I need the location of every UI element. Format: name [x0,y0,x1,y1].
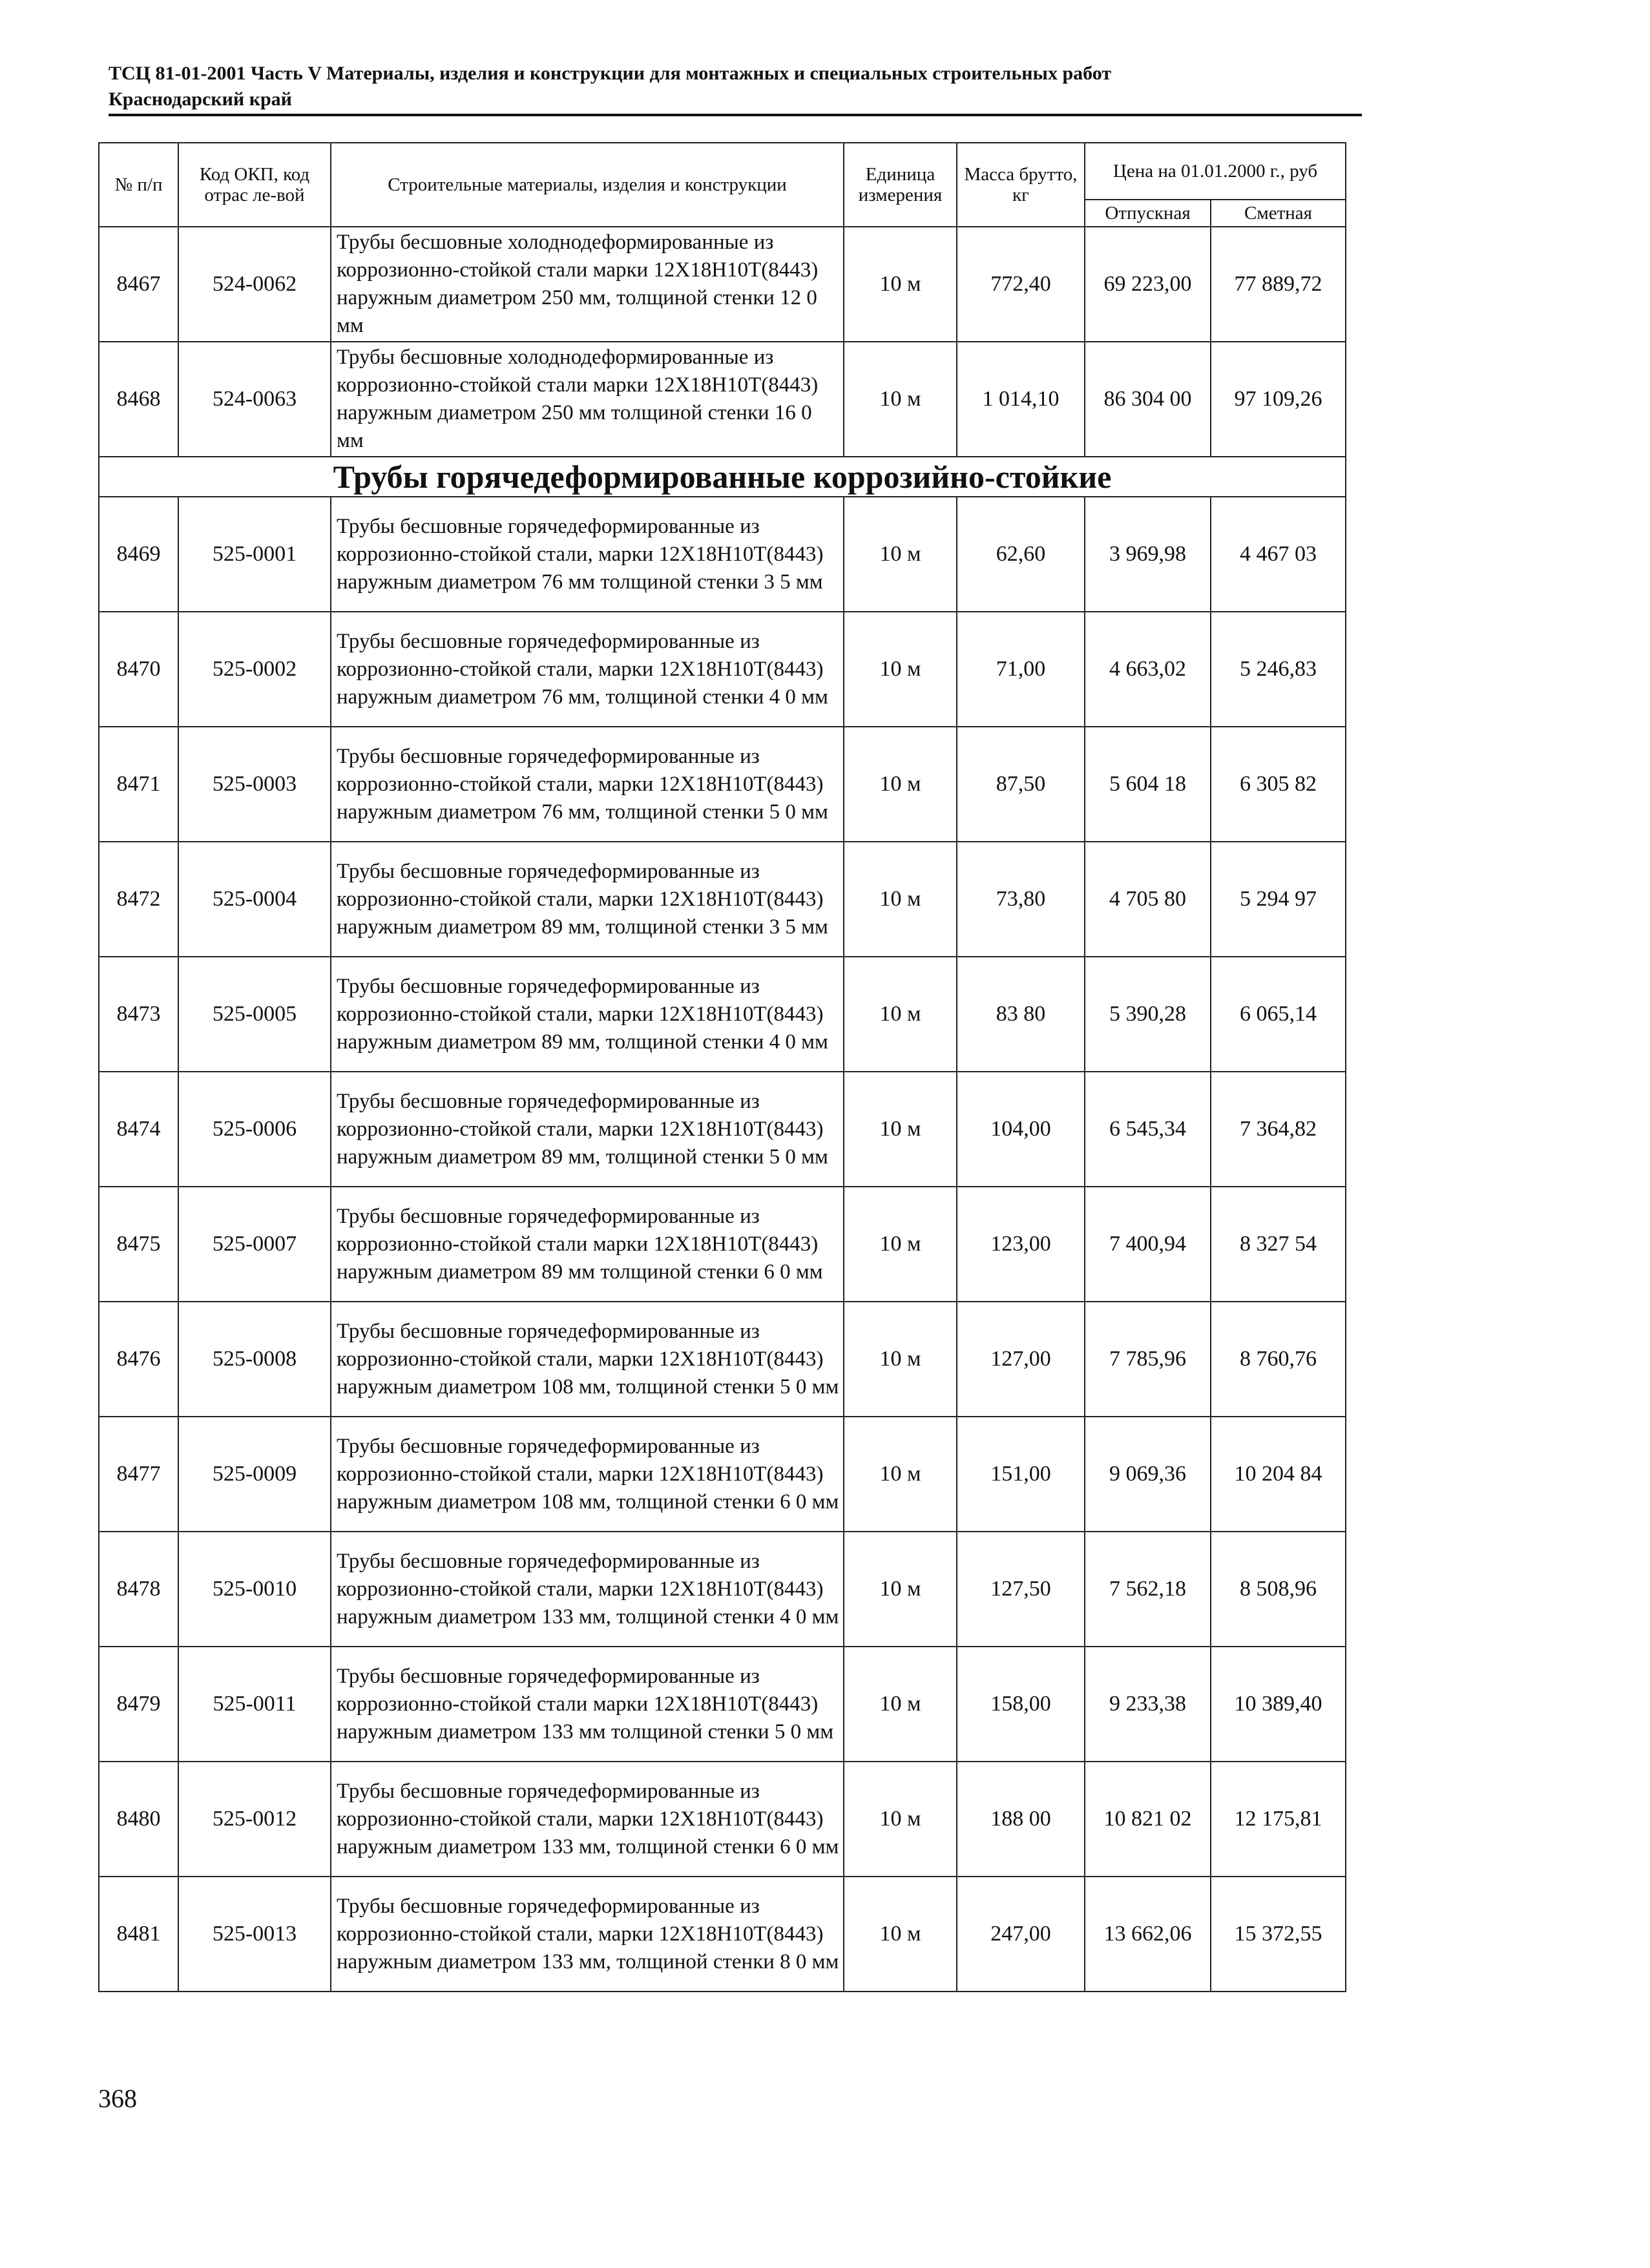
row-price-estimate: 77 889,72 [1211,227,1346,342]
row-price-release: 9 069,36 [1085,1417,1211,1532]
row-mass: 158,00 [957,1647,1085,1762]
row-price-estimate: 8 760,76 [1211,1302,1346,1417]
row-mass: 104,00 [957,1072,1085,1187]
header-region: Краснодарский край [109,88,292,110]
table-row [99,497,1346,612]
row-number: 8479 [99,1647,178,1762]
row-number: 8477 [99,1417,178,1532]
row-code: 524-0062 [178,227,331,342]
row-code: 525-0003 [178,727,331,842]
table-row [99,957,1346,1072]
row-description: Трубы бесшовные холоднодеформированные из коррозионно-стойкой стали марки 12Х18Н10Т(8443) наружным диаметром 250 мм толщиной стенки 16 0 мм [331,342,844,457]
row-unit: 10 м [844,612,957,727]
col-header-price-release: Отпускная [1085,200,1211,227]
row-price-release: 5 390,28 [1085,957,1211,1072]
row-price-estimate: 97 109,26 [1211,342,1346,457]
row-description: Трубы бесшовные горячедеформированные из коррозионно-стойкой стали, марки 12Х18Н10Т(8443) наружным диаметром 133 мм, толщиной стенки 4 0 мм [331,1532,844,1647]
row-price-release: 7 400,94 [1085,1187,1211,1302]
row-price-release: 69 223,00 [1085,227,1211,342]
row-description: Трубы бесшовные горячедеформированные из коррозионно-стойкой стали, марки 12Х18Н10Т(8443) наружным диаметром 89 мм, толщиной стенки 3 5 мм [331,842,844,957]
row-price-release: 7 562,18 [1085,1532,1211,1647]
row-mass: 127,50 [957,1532,1085,1647]
table-row [99,1072,1346,1187]
row-price-estimate: 6 305 82 [1211,727,1346,842]
row-mass: 87,50 [957,727,1085,842]
row-mass: 83 80 [957,957,1085,1072]
row-number: 8476 [99,1302,178,1417]
row-code: 525-0011 [178,1647,331,1762]
row-mass: 127,00 [957,1302,1085,1417]
row-unit: 10 м [844,727,957,842]
row-description: Трубы бесшовные горячедеформированные из коррозионно-стойкой стали, марки 12Х18Н10Т(8443) наружным диаметром 133 мм, толщиной стенки 6 0 мм [331,1762,844,1877]
row-mass: 188 00 [957,1762,1085,1877]
row-number: 8467 [99,227,178,342]
document-header [109,61,1362,112]
row-description: Трубы бесшовные горячедеформированные из коррозионно-стойкой стали, марки 12Х18Н10Т(8443) наружным диаметром 76 мм толщиной стенки 3 5 мм [331,497,844,612]
row-number: 8474 [99,1072,178,1187]
table-row [99,1762,1346,1877]
row-mass: 247,00 [957,1877,1085,1992]
col-header-code: Код ОКП, код отрас ле-вой [178,143,331,227]
row-unit: 10 м [844,1532,957,1647]
materials-table [98,142,1346,1992]
row-price-estimate: 4 467 03 [1211,497,1346,612]
row-code: 525-0012 [178,1762,331,1877]
row-code: 525-0010 [178,1532,331,1647]
row-price-release: 6 545,34 [1085,1072,1211,1187]
row-description: Трубы бесшовные горячедеформированные из коррозионно-стойкой стали, марки 12Х18Н10Т(8443) наружным диаметром 76 мм, толщиной стенки 4 0 мм [331,612,844,727]
row-price-estimate: 12 175,81 [1211,1762,1346,1877]
row-description: Трубы бесшовные горячедеформированные из коррозионно-стойкой стали марки 12Х18Н10Т(8443) наружным диаметром 133 мм толщиной стенки 5 0 мм [331,1647,844,1762]
col-header-name: Строительные материалы, изделия и конструкции [331,143,844,227]
table-row [99,1647,1346,1762]
table-row [99,1532,1346,1647]
row-price-estimate: 8 327 54 [1211,1187,1346,1302]
row-price-estimate: 10 389,40 [1211,1647,1346,1762]
table-row [99,1877,1346,1992]
row-description: Трубы бесшовные горячедеформированные из коррозионно-стойкой стали, марки 12Х18Н10Т(8443) наружным диаметром 89 мм, толщиной стенки 4 0 мм [331,957,844,1072]
row-price-release: 4 663,02 [1085,612,1211,727]
page-number: 368 [98,2084,137,2113]
row-number: 8481 [99,1877,178,1992]
row-mass: 73,80 [957,842,1085,957]
row-price-estimate: 5 294 97 [1211,842,1346,957]
row-price-estimate: 15 372,55 [1211,1877,1346,1992]
row-price-release: 86 304 00 [1085,342,1211,457]
row-price-release: 10 821 02 [1085,1762,1211,1877]
row-unit: 10 м [844,1072,957,1187]
row-description: Трубы бесшовные горячедеформированные из коррозионно-стойкой стали, марки 12Х18Н10Т(8443) наружным диаметром 108 мм, толщиной стенки 5 0 мм [331,1302,844,1417]
row-number: 8480 [99,1762,178,1877]
header-title: ТСЦ 81-01-2001 Часть V Материалы, изделия и конструкции для монтажных и специальных строительных работ [109,63,1112,84]
row-description: Трубы бесшовные горячедеформированные из коррозионно-стойкой стали марки 12Х18Н10Т(8443) наружным диаметром 89 мм толщиной стенки 6 0 мм [331,1187,844,1302]
row-mass: 1 014,10 [957,342,1085,457]
col-header-price-estimate: Сметная [1211,200,1346,227]
row-code: 525-0013 [178,1877,331,1992]
row-description: Трубы бесшовные горячедеформированные из коррозионно-стойкой стали, марки 12Х18Н10Т(8443) наружным диаметром 89 мм, толщиной стенки 5 0 мм [331,1072,844,1187]
table-body-main [99,497,1346,1992]
table-row [99,1417,1346,1532]
row-price-release: 7 785,96 [1085,1302,1211,1417]
row-price-release: 13 662,06 [1085,1877,1211,1992]
row-number: 8468 [99,342,178,457]
row-price-estimate: 5 246,83 [1211,612,1346,727]
row-code: 525-0001 [178,497,331,612]
row-code: 525-0006 [178,1072,331,1187]
row-unit: 10 м [844,227,957,342]
row-price-estimate: 7 364,82 [1211,1072,1346,1187]
row-code: 525-0007 [178,1187,331,1302]
row-price-estimate: 8 508,96 [1211,1532,1346,1647]
row-code: 524-0063 [178,342,331,457]
row-unit: 10 м [844,497,957,612]
row-unit: 10 м [844,1762,957,1877]
row-price-estimate: 10 204 84 [1211,1417,1346,1532]
row-unit: 10 м [844,1647,957,1762]
table-row [99,1302,1346,1417]
row-unit: 10 м [844,1877,957,1992]
table-row [99,342,1346,457]
row-price-release: 3 969,98 [1085,497,1211,612]
row-price-release: 5 604 18 [1085,727,1211,842]
row-price-release: 9 233,38 [1085,1647,1211,1762]
col-header-price: Цена на 01.01.2000 г., руб [1085,143,1346,200]
row-number: 8478 [99,1532,178,1647]
row-description: Трубы бесшовные горячедеформированные из коррозионно-стойкой стали, марки 12Х18Н10Т(8443) наружным диаметром 133 мм, толщиной стенки 8 0 мм [331,1877,844,1992]
row-description: Трубы бесшовные горячедеформированные из коррозионно-стойкой стали, марки 12Х18Н10Т(8443) наружным диаметром 108 мм, толщиной стенки 6 0 мм [331,1417,844,1532]
row-unit: 10 м [844,1417,957,1532]
row-description: Трубы бесшовные горячедеформированные из коррозионно-стойкой стали, марки 12Х18Н10Т(8443) наружным диаметром 76 мм, толщиной стенки 5 0 мм [331,727,844,842]
row-unit: 10 м [844,342,957,457]
row-code: 525-0002 [178,612,331,727]
row-mass: 62,60 [957,497,1085,612]
table-row [99,842,1346,957]
table-row [99,727,1346,842]
row-number: 8475 [99,1187,178,1302]
row-price-release: 4 705 80 [1085,842,1211,957]
header-rule [109,114,1362,116]
row-number: 8471 [99,727,178,842]
row-unit: 10 м [844,1187,957,1302]
row-mass: 772,40 [957,227,1085,342]
row-code: 525-0004 [178,842,331,957]
table-row [99,227,1346,342]
row-code: 525-0008 [178,1302,331,1417]
row-number: 8470 [99,612,178,727]
table-body-top [99,227,1346,457]
col-header-unit: Единица измерения [844,143,957,227]
row-code: 525-0005 [178,957,331,1072]
row-code: 525-0009 [178,1417,331,1532]
row-mass: 123,00 [957,1187,1085,1302]
table-row [99,1187,1346,1302]
row-description: Трубы бесшовные холоднодеформированные из коррозионно-стойкой стали марки 12Х18Н10Т(8443) наружным диаметром 250 мм, толщиной стенки 12 0 мм [331,227,844,342]
section-title: Трубы горячедеформированные коррозийно-стойкие [99,457,1346,497]
row-number: 8469 [99,497,178,612]
table-row [99,612,1346,727]
row-unit: 10 м [844,1302,957,1417]
row-number: 8472 [99,842,178,957]
col-header-mass: Масса брутто, кг [957,143,1085,227]
row-unit: 10 м [844,957,957,1072]
col-header-num: № п/п [99,143,178,227]
row-price-estimate: 6 065,14 [1211,957,1346,1072]
row-mass: 71,00 [957,612,1085,727]
row-mass: 151,00 [957,1417,1085,1532]
row-number: 8473 [99,957,178,1072]
row-unit: 10 м [844,842,957,957]
